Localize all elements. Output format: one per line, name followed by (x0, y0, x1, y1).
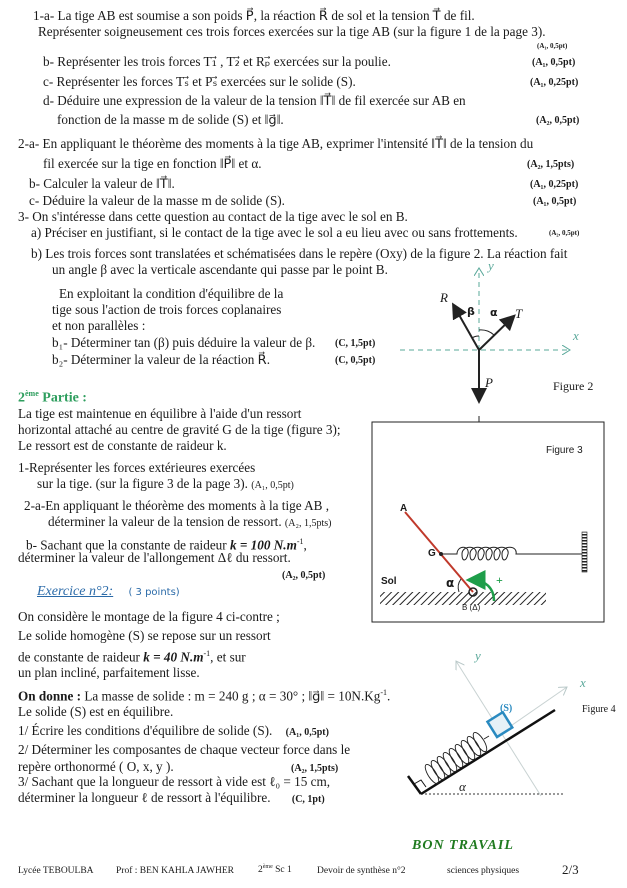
fig2-caption: Figure 2 (553, 379, 594, 393)
ex2-q3-points: (C, 1pt) (291, 794, 325, 805)
q1d-points: (A₂, 0,5pt) (536, 115, 580, 126)
q3b-line2: un angle β avec la verticale ascendante qui passe par le point B. (52, 262, 388, 277)
q1d-line1: d- Déduire une expression de la valeur de la tension ‖T⃗‖ de fil exercée sur AB en (43, 93, 466, 108)
footer-school: Lycée TEBOULBA (18, 866, 94, 876)
fig3-caption: Figure 3 (546, 445, 583, 456)
q1c-points: (A₁, 0,25pt) (530, 77, 579, 88)
fig3-label-A: A (400, 503, 408, 514)
ex2-q2-line2: repère orthonormé ( O, x, y ). (18, 759, 174, 774)
fig3-label-plus: + (496, 573, 503, 587)
fig4-label-x: x (580, 675, 586, 690)
part2-intro3: Le ressort est de constante de raideur k. (18, 438, 227, 453)
ex2-q1-points: (A₁, 0,5pt) (285, 727, 329, 738)
q3-text: 3- On s'intéresse dans cette question au contact de la tige avec le sol en B. (18, 209, 408, 224)
q1a-line1: 1-a- La tige AB est soumise a son poids P⃗, la réaction R⃗ de sol et la tension T⃗ de fil. (33, 8, 475, 23)
ex2-line3: de constante de raideur k = 40 $N.m^{-1}$, et sur (18, 649, 246, 665)
part2-q2b-line2: déterminer la valeur de l'allongement Δℓ du ressort. (18, 550, 291, 565)
part2-q1-points: (A₁, 0,5pt) (251, 480, 294, 491)
q2a-line1: 2-a- En appliquant le théorème des moments à la tige AB, exprimer l'intensité ‖T⃗‖ de la tension du (18, 136, 534, 151)
ex2-line2: Le solide homogène (S) se repose sur un ressort (18, 628, 271, 643)
exercise2-title: Exercice n°2: (37, 584, 114, 599)
footer-exam: Devoir de synthèse n°2 (317, 866, 406, 876)
q3b1-text: b₁- Déterminer tan (β) puis déduire la valeur de β. (52, 335, 316, 350)
q2a-line2: fil exercée sur la tige en fonction ‖P⃗‖ et α. (43, 156, 262, 171)
q3b-line1: b) Les trois forces sont translatées et schématisées dans le repère (Oxy) de la figure 2. La réaction fait (31, 246, 568, 261)
q2b-points: (A₁, 0,25pt) (530, 179, 579, 190)
footer-subject: sciences physiques (447, 866, 520, 876)
ex2-line6: Le solide (S) est en équilibre. (18, 704, 174, 719)
footer-class: 2ème Sc 1 (258, 864, 292, 876)
ex2-q3-line2: déterminer la longueur ℓ de ressort à l'équilibre. (C, 1pt) (18, 790, 325, 805)
q1b-points: (A₁, 0,5pt) (532, 57, 576, 68)
part2-q2a-line2: déterminer la valeur de la tension de ressort. (A₂, 1,5pts) (48, 514, 332, 529)
q3b1-points: (C, 1,5pt) (335, 338, 376, 349)
part2-q2b-line1: b- Sachant que la constante de raideur k = 100 $N.m^{-1}$, (26, 537, 307, 553)
ex2-q2-line1: 2/ Déterminer les composantes de chaque vecteur force dans le (18, 742, 351, 757)
ex2-q2-points: (A₂, 1,5pts) (291, 763, 339, 774)
q2c-points: (A₁, 0,5pt) (533, 196, 577, 207)
ex2-line1: On considère le montage de la figure 4 ci-contre ; (18, 609, 280, 624)
fig4-label-S: (S) (500, 703, 513, 714)
fig2-label-beta: β (467, 305, 475, 318)
ex2-given: On donne : La masse de solide : m = 240 g ; α = 30° ; ‖g⃗‖ = $10N.Kg^{-1}$. (18, 688, 391, 704)
part2-title: 2ème Partie : (18, 389, 87, 406)
q2c-text: c- Déduire la valeur de la masse m de solide (S). (29, 193, 285, 208)
q1d-line2: fonction de la masse m de solide (S) et ‖g⃗‖. (57, 112, 284, 127)
fig4-label-alpha: α (459, 779, 466, 794)
q3b2-text: b₂- Déterminer la valeur de la réaction R⃗. (52, 352, 271, 367)
q3b-intro2: tige sous l'action de trois forces coplanaires (52, 302, 282, 317)
fig2-label-y: y (488, 258, 494, 273)
fig3-label-sol: Sol (381, 576, 397, 587)
fig4-caption: Figure 4 (582, 704, 616, 715)
fig2-label-P: P⃗ (485, 375, 504, 390)
fig2-label-x: x (573, 328, 579, 343)
part2-q1-line1: 1-Représenter les forces extérieures exercées (18, 460, 256, 475)
q1b-text: b- Représenter les trois forces T₁⃗ , T₂⃗ et Rₚ⃗ exercées sur la poulie. (43, 54, 391, 69)
part2-q2a-line1: 2-a-En appliquant le théorème des moments à la tige AB , (24, 498, 330, 513)
footer-page: 2/3 (562, 862, 579, 877)
part2-q1-line2: sur la tige. (sur la figure 3 de la page 3). (A₁, 0,5pt) (37, 476, 294, 491)
q2b-text: b- Calculer la valeur de ‖T⃗‖. (29, 176, 175, 191)
q2a-points: (A₂, 1,5pts) (527, 159, 575, 170)
part2-intro1: La tige est maintenue en équilibre à l'aide d'un ressort (18, 406, 302, 421)
ex2-q3-line1: 3/ Sachant que la longueur de ressort à vide est ℓ₀ = 15 cm, (18, 774, 331, 789)
fig3-label-B: B (Δ) (462, 603, 481, 612)
fig4-label-y: y (475, 648, 481, 663)
q3b-intro3: et non parallèles : (52, 318, 146, 333)
part2-intro2: horizontal attaché au centre de gravité G de la tige (figure 3); (18, 422, 341, 437)
part2-q2a-points: (A₂, 1,5pts) (284, 518, 332, 529)
part2-q2b-points: (A₂, 0,5pt) (282, 570, 326, 581)
footer-prof: Prof : BEN KAHLA JAWHER (116, 866, 234, 876)
q1c-text: c- Représenter les forces Tₛ⃗ et Pₛ⃗ exercées sur le solide (S). (43, 74, 356, 89)
ex2-q1: 1/ Écrire les conditions d'équilibre de solide (S). (A₁, 0,5pt) (18, 723, 329, 738)
bon-travail: BON TRAVAIL (412, 838, 514, 853)
fig2-label-T: T⃗ (515, 306, 533, 321)
fig3-label-alpha: α (446, 576, 455, 590)
fig2-label-R: R⃗ (440, 290, 459, 305)
fig2-label-alpha: α (490, 306, 498, 319)
q3a-text: a) Préciser en justifiant, si le contact de la tige avec le sol a eu lieu avec ou sans frottements. (31, 225, 518, 240)
q1a-points: (A₁, 0,5pt) (537, 42, 568, 50)
q3b2-points: (C, 0,5pt) (335, 355, 376, 366)
q1a-line2: Représenter soigneusement ces trois forces exercées sur la tige AB (sur la figure 1 de la page 3). (38, 24, 546, 39)
fig3-label-G: G (428, 548, 436, 559)
q3a-points: (A₂, 0,5pt) (549, 229, 580, 237)
q3b-intro1: En exploitant la condition d'équilibre de la (59, 286, 284, 301)
exercise2-points: ( 3 points) (128, 587, 180, 598)
ex2-line4: un plan incliné, parfaitement lisse. (18, 665, 200, 680)
